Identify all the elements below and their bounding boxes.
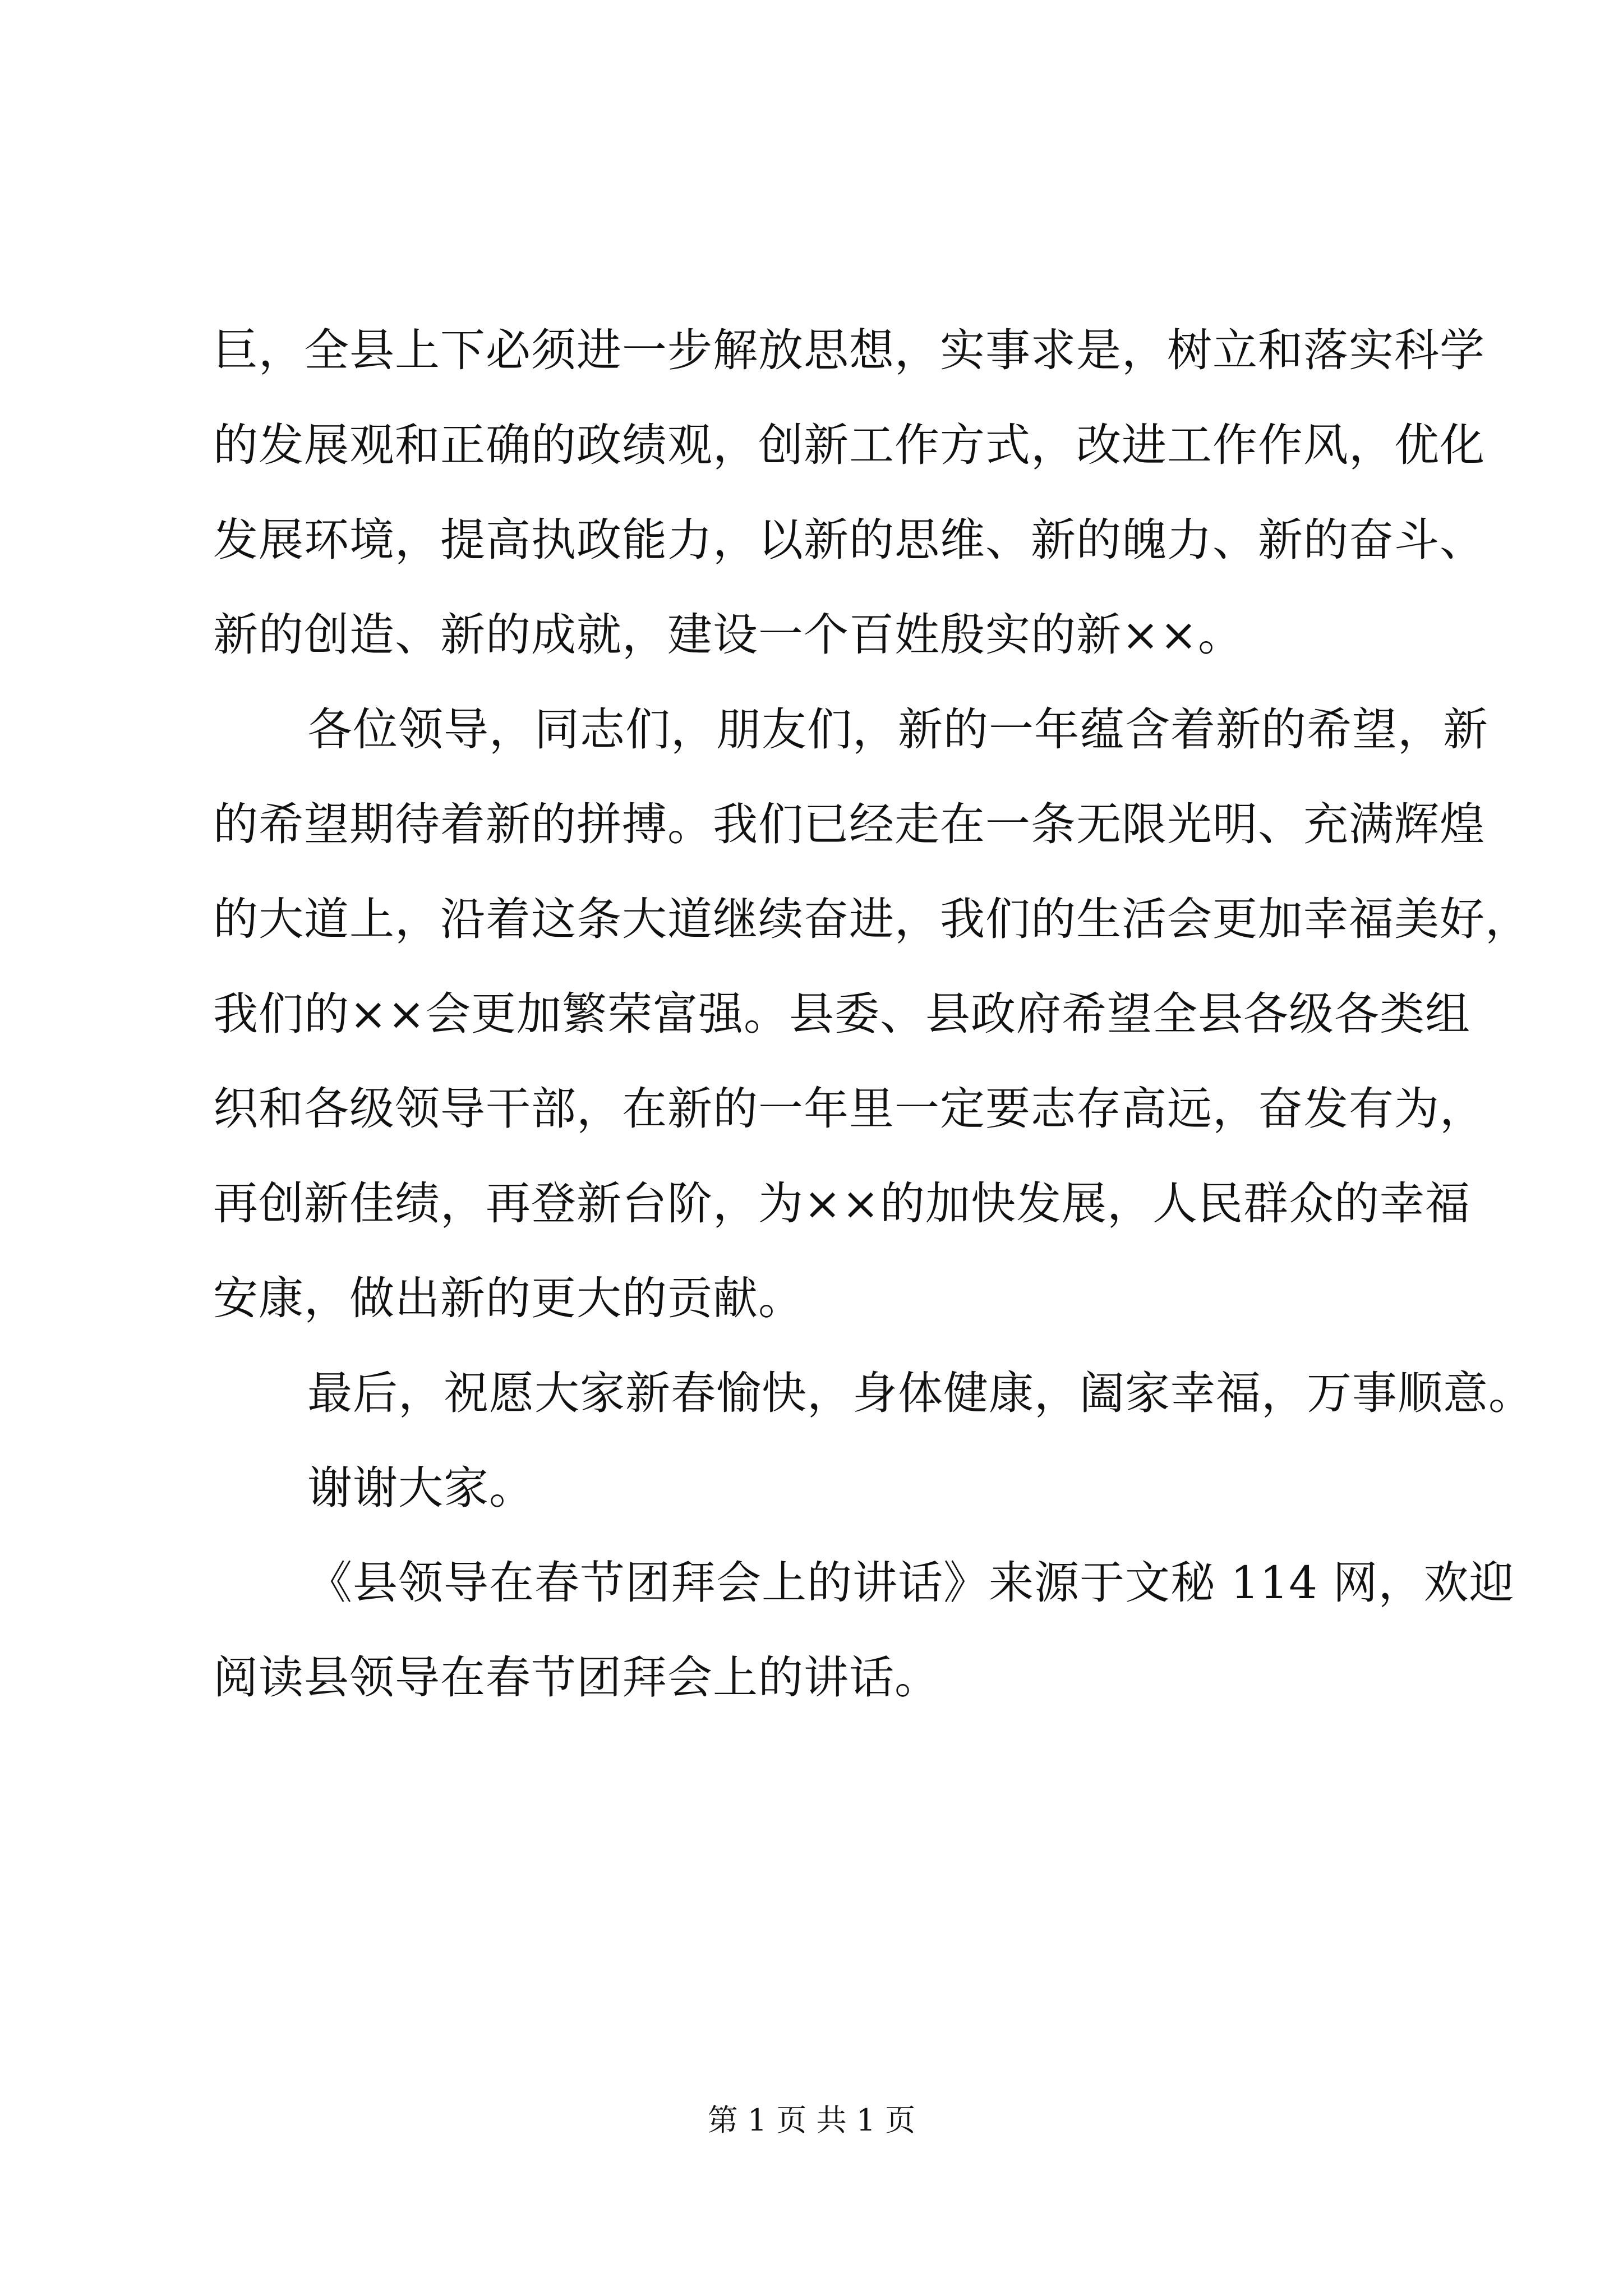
text-line: 最后，祝愿大家新春愉快，身体健康，阖家幸福，万事顺意。 (307, 1367, 1534, 1419)
text-line: 《县领导在春节团拜会上的讲话》来源于文秘 114 网，欢迎 (307, 1557, 1515, 1609)
paragraph-source (213, 1535, 1515, 1725)
text-line: 阅读县领导在春节团拜会上的讲话。 (213, 1651, 940, 1704)
text-line: 的希望期待着新的拼搏。我们已经走在一条无限光明、充满辉煌 (213, 798, 1485, 850)
paragraph-continuation (213, 303, 1485, 682)
document-body (213, 303, 1534, 1725)
page-number-footer: 第 1 页 共 1 页 (707, 2102, 916, 2138)
text-line: 新的创造、新的成就，建设一个百姓殷实的新××。 (213, 609, 1244, 661)
paragraph-wishes (213, 1346, 1534, 1441)
text-line: 安康，做出新的更大的贡献。 (213, 1272, 804, 1324)
text-line: 的大道上，沿着这条大道继续奋进，我们的生活会更加幸福美好， (213, 893, 1530, 945)
text-line: 再创新佳绩，再登新台阶，为××的加快发展，人民群众的幸福 (213, 1177, 1471, 1230)
text-line: 我们的××会更加繁荣富强。县委、县政府希望全县各级各类组 (213, 988, 1471, 1040)
text-line: 谢谢大家。 (307, 1462, 534, 1514)
text-line: 巨，全县上下必须进一步解放思想，实事求是，树立和落实科学 (213, 324, 1485, 376)
paragraph-thanks (213, 1441, 1424, 1535)
text-line: 各位领导，同志们，朋友们，新的一年蕴含着新的希望，新 (307, 703, 1488, 756)
paragraph-address (213, 682, 1530, 1346)
text-line: 发展环境，提高执政能力，以新的思维、新的魄力、新的奋斗、 (213, 514, 1485, 566)
text-line: 的发展观和正确的政绩观，创新工作方式，改进工作作风，优化 (213, 419, 1485, 471)
text-line: 织和各级领导干部，在新的一年里一定要志存高远，奋发有为， (213, 1083, 1485, 1135)
